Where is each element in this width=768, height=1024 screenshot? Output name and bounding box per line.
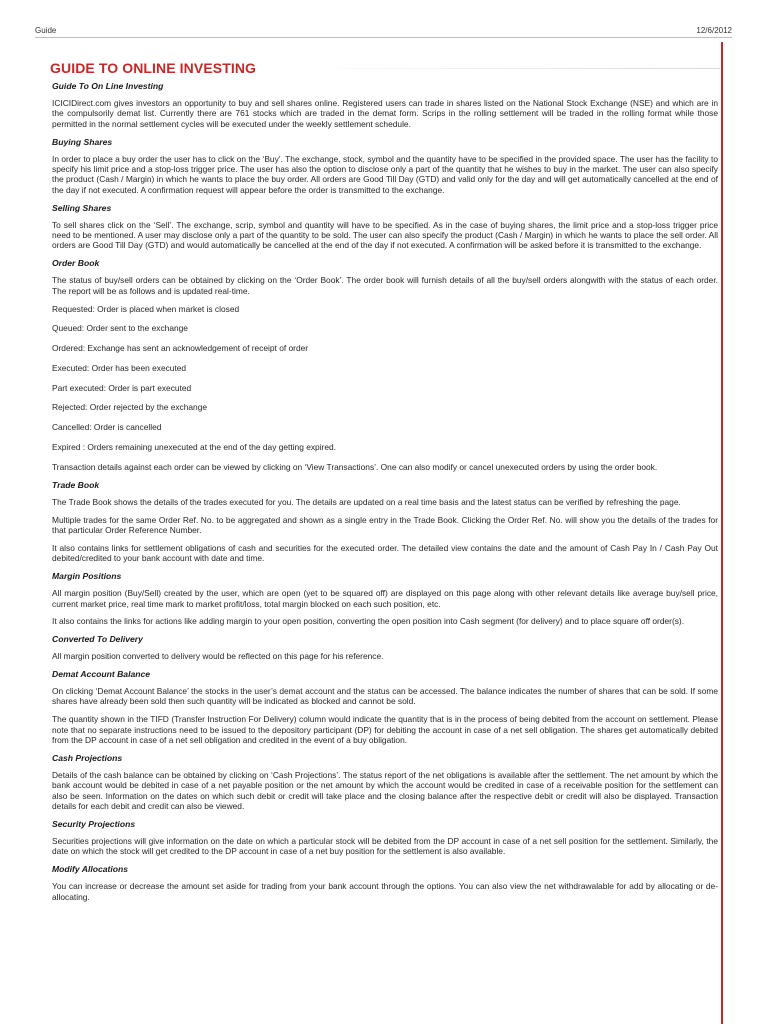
section-paragraph: Securities projections will give information on the date on which a particular stock will be debited from the DP account in case of a net sell position for the settlement. Similarly, the date on which the stock will get credited to the DP account in case of a net buy position for the settlement is also available. [52,836,718,857]
section-security-projections [52,819,718,857]
section-heading: Buying Shares [52,136,113,147]
section-paragraph: The status of buy/sell orders can be obtained by clicking on the ‘Order Book’. The order book will furnish details of all the buy/sell orders alongwith with the status of each order. The report will be as follows and is updated real-time. [52,275,718,296]
section-heading: Guide To On Line Investing [52,81,164,91]
section-modify-allocations [52,864,718,902]
section-paragraph: Details of the cash balance can be obtained by clicking on ‘Cash Projections’. The status report of the net obligations is available after the settlement. The net amount by which the bank account would be debited in case of a net payable position or the net amount by which the account would be credited in case of a receivable position for the settlement can also be seen. Information on the dates on which such debit or credit will take place and the closing balance after the respective debit or credit will also be displayed. Transaction details for each debit and credit can also be viewed. [52,770,718,812]
title-underline [295,68,720,69]
section-paragraph: All margin position converted to delivery would be reflected on this page for his reference. [52,651,384,662]
section-paragraph: ICICIDirect.com gives investors an opportunity to buy and sell shares online. Registered users can trade in shares listed on the National Stock Exchange (NSE) and which are in the compulsorily demat list. Currently there are 761 stocks which are traded in the demat form. Scrips in the rolling settlement will be traded in the rolling format while those permitted in the normal settlement cycles will be executed under the weekly settlement schedule. [52,97,718,129]
order-status-expired: Expired : Orders remaining unexecuted at the end of the day getting expired. [52,442,336,453]
section-cash-projections [52,753,718,812]
section-paragraph: On clicking ‘Demat Account Balance’ the stocks in the user’s demat account and the status can be accessed. The balance indicates the number of shares that can be sold. If some shares have already been sold then such quantity will be indicated as blocked and cannot be sold. [52,686,718,707]
order-status-ordered: Ordered: Exchange has sent an acknowledgement of receipt of order [52,343,309,354]
section-trade-book [52,480,718,564]
order-status-requested: Requested: Order is placed when market is closed [52,303,240,314]
section-paragraph: In order to place a buy order the user has to click on the ‘Buy’. The exchange, stock, symbol and the quantity have to be specified in the provided space. The user has the facility to specify his limit price and a stop-loss trigger price. The user has also the option to disclose only a part of the quantity that he wishes to buy in the market. The user can also specify the product (Cash / Margin) in which he wants to place the buy order. All orders are Good Till Day (GTD) and valid only for the day and will get automatically cancelled at the end of the day if not executed. A confirmation request will appear before the order is transmitted to the exchange. [52,153,718,195]
section-demat-account-balance [52,669,718,745]
header-divider [35,37,732,38]
section-paragraph: The Trade Book shows the details of the trades executed for you. The details are updated on a real time basis and the latest status can be verified by refreshing the page. [52,496,681,507]
page-header [35,24,732,38]
page-title: GUIDE TO ONLINE INVESTING [50,60,257,76]
section-buying-shares [52,137,718,196]
margin-rule [721,42,723,1024]
section-heading: Margin Positions [52,571,122,582]
header-document-name: Guide [35,26,57,35]
section-paragraph: All margin position (Buy/Sell) created by the user, which are open (yet to be squared off) are displayed on this page along with other relevant details like average buy/sell price, current market price, real time mark to market profit/loss, total margin blocked on each such position, etc. [52,588,718,609]
section-guide-intro [52,81,718,129]
order-status-queued: Queued: Order sent to the exchange [52,323,188,334]
section-heading: Trade Book [52,479,100,490]
section-paragraph: It also contains links for settlement obligations of cash and securities for the executed order. The detailed view contains the date and the amount of Cash Pay In / Cash Pay Out debited/credited to your bank account with date and time. [52,542,718,564]
section-heading: Order Book [52,258,100,269]
order-status-part-executed: Part executed: Order is part executed [52,382,192,393]
section-heading: Modify Allocations [52,864,129,875]
section-paragraph: Transaction details against each order can be viewed by clicking on ‘View Transactions’. One can also modify or cancel unexecuted orders by using the order book. [52,461,658,472]
section-paragraph: To sell shares click on the ‘Sell’. The exchange, scrip, symbol and quantity will have to be specified. As in the case of buying shares, the limit price and a stop-loss trigger price need to be mentioned. A user may disclose only a part of the quantity to be sold. The user can also specify the product (Cash / Margin) in which he wants to place the sell order. All orders are Good Till Day (GTD) and would automatically be cancelled at the end of the day if not executed. A confirmation will be asked before it is transmitted to the exchange. [52,219,718,251]
section-heading: Selling Shares [52,202,112,213]
order-status-rejected: Rejected: Order rejected by the exchange [52,402,208,413]
section-paragraph: You can increase or decrease the amount set aside for trading from your bank account through the options. You can also view the net withdrawalable for add by allocating or de-allocating. [52,881,718,902]
section-converted-to-delivery [52,634,718,661]
order-status-cancelled: Cancelled: Order is cancelled [52,422,162,433]
section-paragraph: It also contains the links for actions like adding margin to your open position, converting the open position into Cash segment (for delivery) and to place square off order(s). [52,616,685,627]
section-margin-positions [52,571,718,627]
document-body [52,81,718,910]
section-paragraph: The quantity shown in the TIFD (Transfer Instruction For Delivery) column would indicate the quantity that is in the process of being debited from the account on settlement. Please note that no separate instructions need to be issued to the depository participant (DP) for debiting the account in case of a net sell obligation. The shares get automatically debited from the DP account in case of a net sell obligation and credited in the event of a buy obligation. [52,714,718,746]
order-status-executed: Executed: Order has been executed [52,362,187,373]
title-block [50,58,722,80]
section-paragraph: Multiple trades for the same Order Ref. No. to be aggregated and shown as a single entry in the Trade Book. Clicking the Order Ref. No. will show you the details of the trades for that particular Order Reference Number. [52,514,718,535]
section-order-book [52,258,718,472]
header-date: 12/6/2012 [696,26,732,35]
section-heading: Cash Projections [52,753,123,764]
section-heading: Converted To Delivery [52,634,143,645]
section-heading: Demat Account Balance [52,669,151,680]
section-heading: Security Projections [52,819,136,830]
section-selling-shares [52,203,718,251]
